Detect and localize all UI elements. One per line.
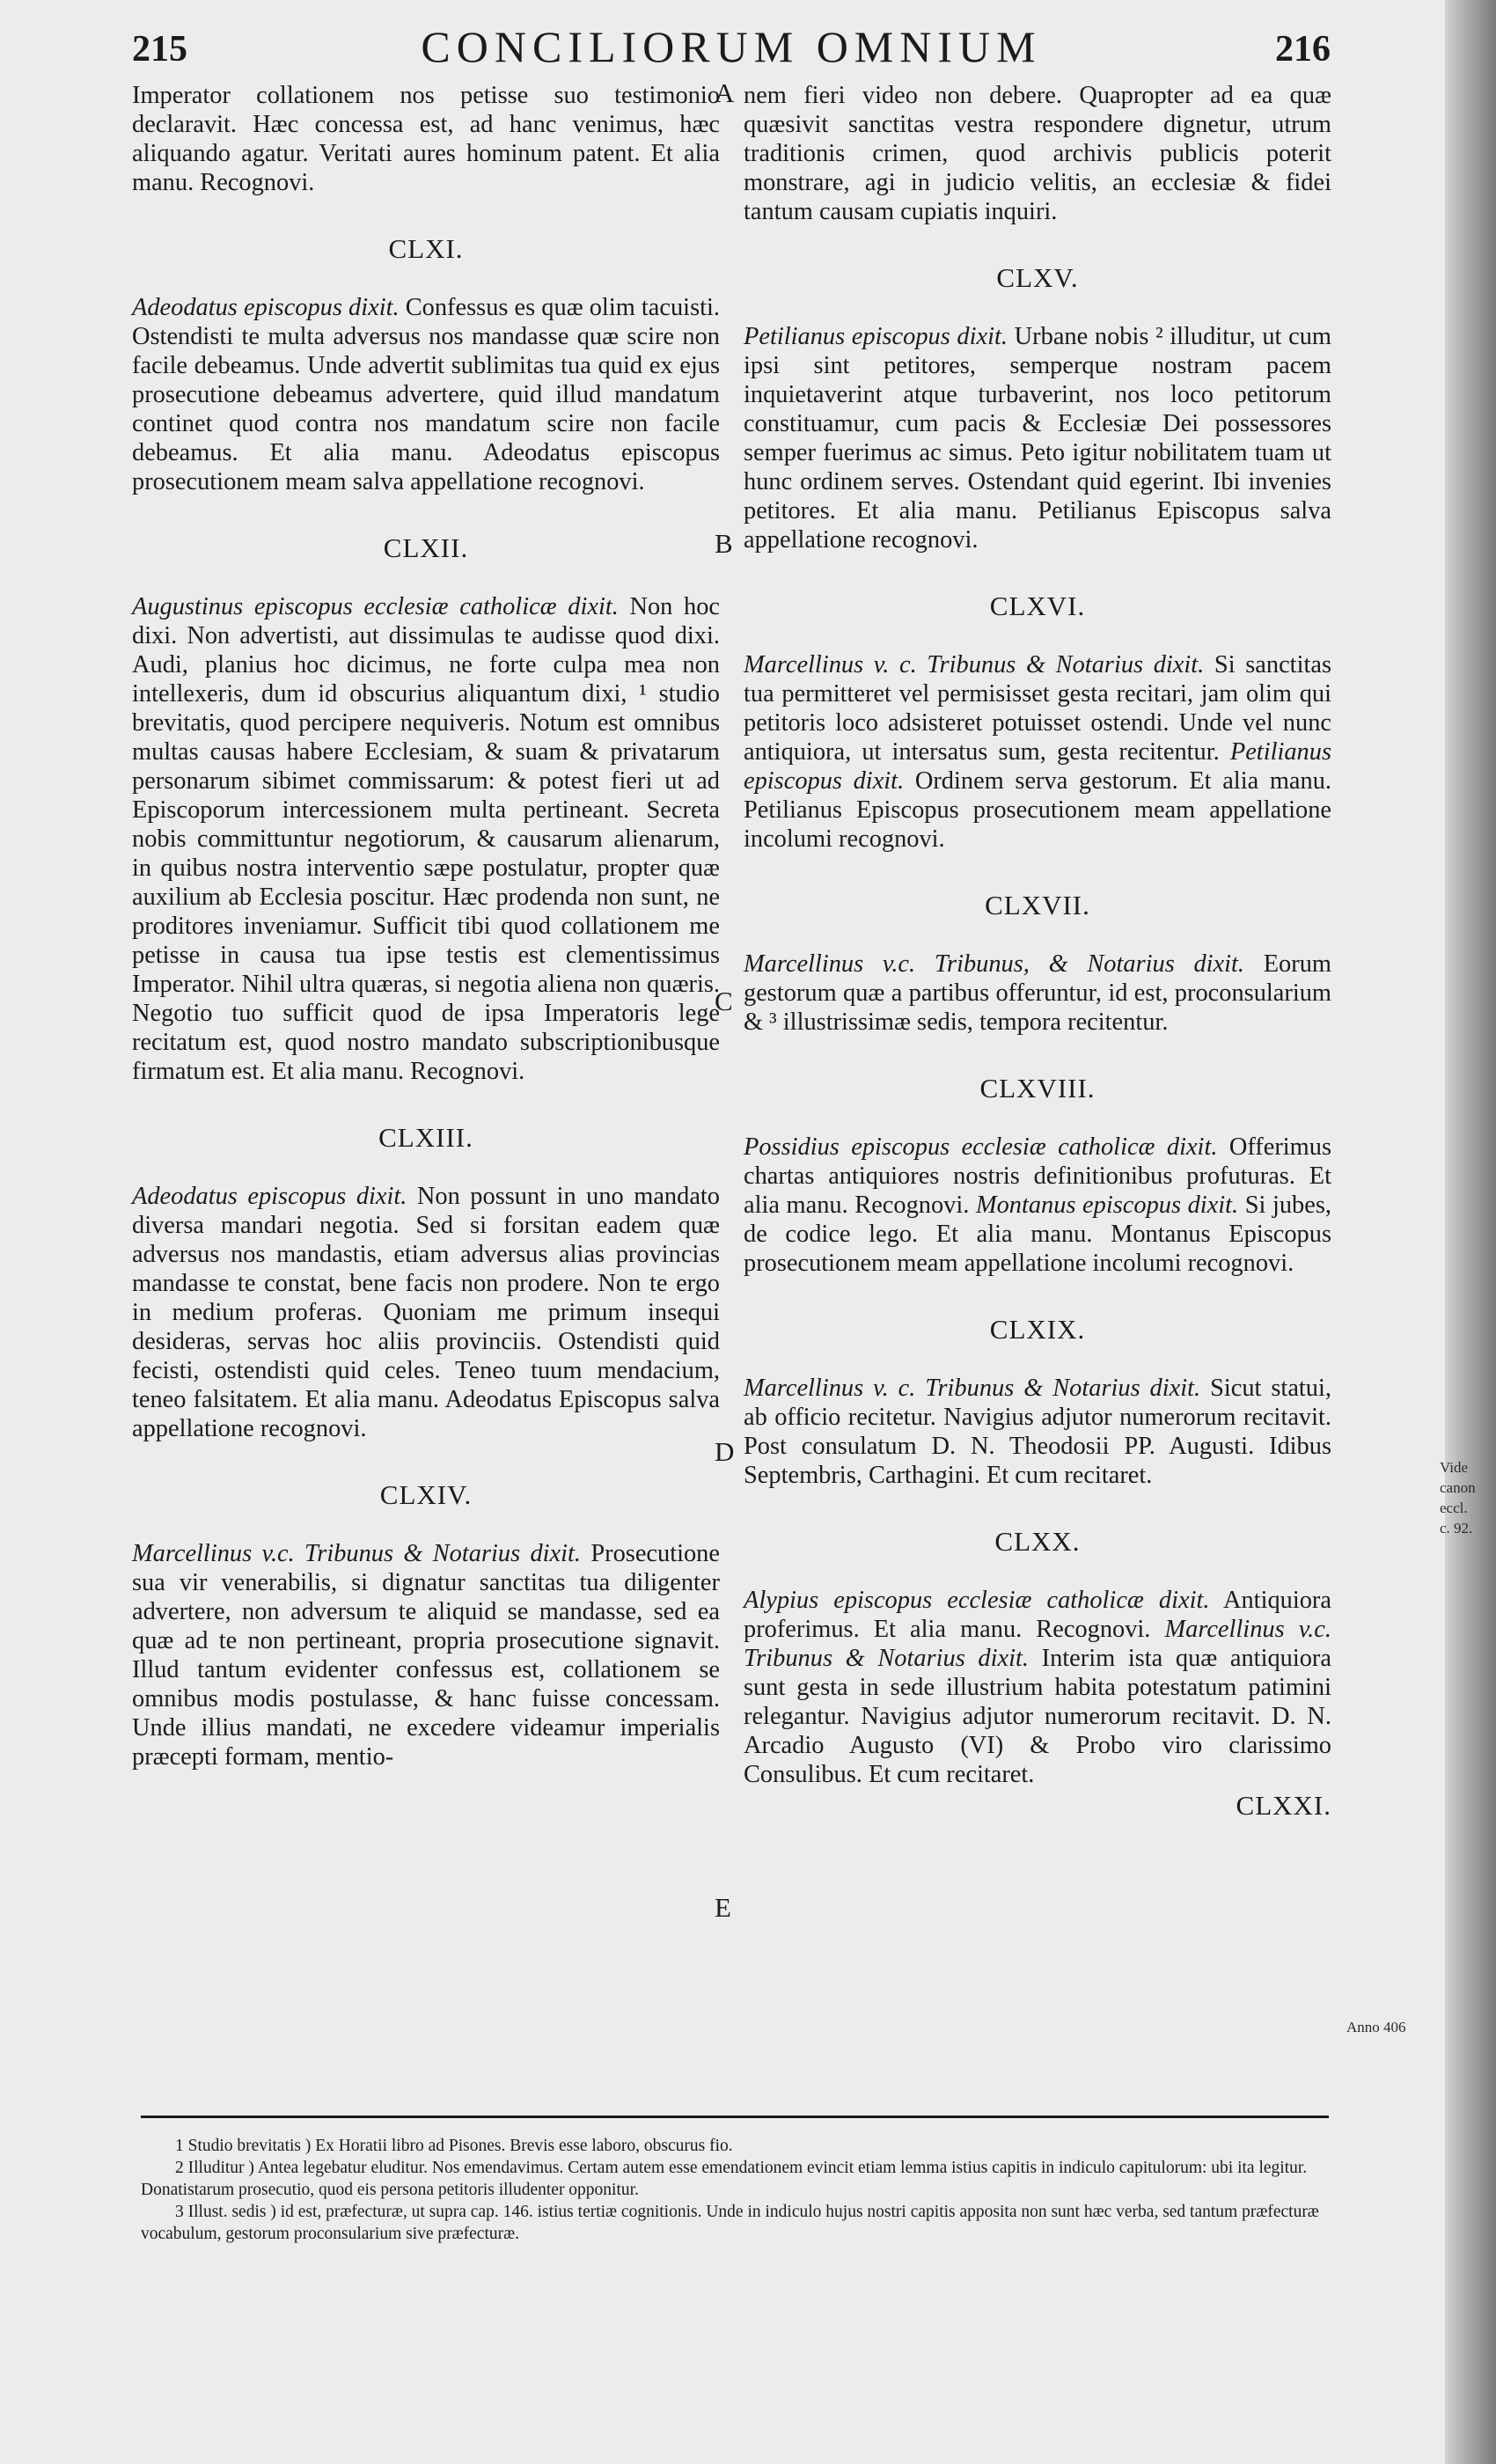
speaker-lead: Marcellinus v.c. Tribunus & Notarius dixit. [744,1616,1331,1672]
speaker-lead: Marcellinus v. c. Tribunus & Notarius dixit. [744,1375,1201,1402]
year-marginal-note: Anno 406 [1346,2019,1406,2035]
side-note-line: c. 92. [1440,1520,1473,1536]
left-column-intro: Imperator collationem nos petisse suo testimonio declaravit. Hæc concessa est, ad hanc venimus, hæc aliquando agatur. Veritati aures hominum patent. Et alia manu. Recognovi. [132,82,720,196]
speech-text: Eorum gestorum quæ a partibus offeruntur, id est, proconsularium & ³ illustrissimæ sedis, tempora recitentur. [744,950,1331,1036]
section-text-168 [744,1133,1331,1278]
book-gutter-shadow [1445,0,1496,2464]
speaker-lead: Marcellinus v. c. Tribunus & Notarius dixit. [744,651,1205,678]
section-heading-163: CLXIII. [378,1122,473,1153]
margin-letter-e: E [715,1892,731,1923]
section-heading-169: CLXIX. [989,1314,1086,1345]
speaker-lead: Montanus episcopus dixit. [975,1192,1239,1219]
speech-text: Urbane nobis ² illuditur, ut cum ipsi sint petitores, semperque nostram pacem inquietaverint atque turbaverint, nos loco petitorum constituamur, cum pacis & Ecclesiæ Dei possessores semper fuerimus ac simus. Peto igitur nobilitatem tuam ut hunc ordinem serves. Ostendant quid egerint. Ibi invenies petitores. Et alia manu. Petilianus Episcopus salva appellatione recognovi. [744,323,1331,554]
speaker-lead: Augustinus episcopus ecclesiæ catholicæ dixit. [132,593,619,620]
section-heading-161: CLXI. [388,233,464,264]
section-text-163 [132,1182,720,1443]
speech-text: Non hoc dixi. Non advertisti, aut dissimulas te audisse quod dixi. Audi, planius hoc dicimus, ne forte culpa mea non intellexeris, dum id obscurius aliquantum dixi, ¹ studio brevitatis, quod percipere nequiveris. Notum est omnibus multas causas habere Ecclesiam, & suam & privatarum personarum sibimet commissarum: & potest fieri ut ad Episcoporum intercessionem multa pertineant. Secreta nobis committuntur negotiorum, & causarum alienarum, in quibus nostra interventio sæpe postulatur, propter quæ auxilium ab Ecclesia poscitur. Hæc prodenda non sunt, ne proditores inveniamur. Sufficit tibi quod collationem me petisse in causa tua ipse testis est clementissimus Imperator. Nihil ultra quæras, si negotia aliena non quæris. Negotio tuo sufficit quod de ipsa Imperatoris lege recitatum est, quod nostro mandato subscriptionibusque firmatum est. Et alia manu. Recognovi. [132,593,720,1085]
margin-letter-a: A [715,77,735,108]
side-note [1440,1457,1476,1538]
section-heading-171: CLXXI. [1236,1790,1331,1821]
section-text-162 [132,592,720,1086]
running-header [132,19,1331,81]
speaker-lead: Marcellinus v.c. Tribunus, & Notarius dixit. [744,950,1245,978]
speaker-lead: Petilianus episcopus dixit. [744,323,1008,350]
speech-text: Si sanctitas tua permitteret vel permisisset gesta recitari, jam olim qui petitoris loco adsisteret potuisset ostendi. Unde vel nunc antiquiora, ut intersatus sum, gesta recitentur. [744,651,1331,766]
footnote-2: 2 Illuditur ) Antea legebatur eluditur. Nos emendavimus. Certam autem esse emendationem evincit etiam lemma istius capitis in indiculo capitulorum: ubi ita legitur. Donatistarum prosecutio, quod eis persona petitoris illudenter opponitur. [141,2159,1308,2199]
speaker-lead: Petilianus episcopus dixit. [744,738,1331,795]
section-text-164 [132,1539,720,1771]
footnotes [141,2135,1355,2245]
section-text-167 [744,950,1331,1037]
section-heading-162: CLXII. [383,532,469,563]
speech-text: Ordinem serva gestorum. Et alia manu. Petilianus Episcopus prosecutionem meam appellatione incolumi recognovi. [744,767,1331,853]
margin-letter-c: C [715,986,733,1016]
speech-text: Confessus es quæ olim tacuisti. Ostendisti te multa adversus nos mandasse quæ scire non facile debeamus. Unde advertit sublimitas tua quid ex ejus prosecutione debeamus advertere, quid illud mandatum continet quod contra nos mandatum scire non facile debeamus. Et alia manu. Adeodatus episcopus prosecutionem meam salva appellatione recognovi. [132,294,720,495]
footnote-3: 3 Illust. sedis ) id est, præfecturæ, ut supra cap. 146. istius tertiæ cognitionis. Unde in indiculo hujus nostri capitis apposita non sunt hæc verba, sed tantum præfecturæ vocabulum, gestorum proconsularium sive præfecturæ. [141,2203,1319,2243]
side-note-line: Vide [1440,1459,1469,1476]
side-note-line: eccl. [1440,1500,1468,1516]
speech-text: Non possunt in uno mandato diversa mandari negotia. Sed si forsitan eadem quæ adversus nos mandastis, etiam adversus alias provincias mandasse te constat, bene facis non prodere. Non te ergo in medium proferas. Quoniam me primum insequi desideras, servas hoc aliis provinciis. Ostendisti quid fecisti, ostendisti quid celes. Teneo tuum mendacium, teneo falsitatem. Et alia manu. Adeodatus Episcopus salva appellatione recognovi. [132,1183,721,1442]
left-column [132,81,720,1771]
speaker-lead: Possidius episcopus ecclesiæ catholicæ dixit. [744,1133,1218,1161]
side-note-line: canon [1440,1479,1476,1496]
margin-letter-d: D [715,1436,735,1467]
right-column [744,81,1331,1820]
speaker-lead: Marcellinus v.c. Tribunus & Notarius dixit. [132,1540,582,1567]
section-text-161 [132,293,720,496]
section-text-165 [744,322,1331,554]
running-title: CONCILIORUM OMNIUM [421,22,1042,71]
speaker-lead: Alypius episcopus ecclesiæ catholicæ dixit. [744,1587,1210,1614]
section-heading-170: CLXX. [994,1526,1081,1557]
speech-text: Offerimus chartas antiquiores nostris definitionibus profuturas. Et alia manu. Recognovi. [744,1133,1331,1219]
section-text-166 [744,650,1331,854]
section-heading-164: CLXIV. [379,1479,473,1510]
speech-text: Antiquiora proferimus. Et alia manu. Recognovi. [744,1587,1331,1643]
footnote-rule [141,2116,1329,2118]
footnote-1: 1 Studio brevitatis ) Ex Horatii libro ad Pisones. Brevis esse laboro, obscurus fio. [175,2137,733,2155]
speech-text: Si jubes, de codice lego. Et alia manu. Montanus Episcopus prosecutionem meam appellatione incolumi recognovi. [744,1192,1331,1277]
right-column-intro: nem fieri video non debere. Quapropter ad ea quæ quæsivit sanctitas vestra respondere dignetur, utrum traditionis crimen, quod archivis publicis poterit monstrare, agi in judicio velitis, an ecclesiæ & fidei tantum causam cupiatis inquiri. [744,82,1331,225]
speech-text: Interim ista quæ antiquiora sunt gesta in sede illustrium habita potestatum patimini relegantur. Navigius adjutor numerorum recitavit. D. N. Arcadio Augusto (VI) & Probo viro clarissimo Consulibus. Et cum recitaret. [744,1645,1331,1788]
speech-text: Sicut statui, ab officio recitetur. Navigius adjutor numerorum recitavit. Post consulatum D. N. Theodosii PP. Augusti. Idibus Septembris, Carthagini. Et cum recitaret. [744,1375,1331,1489]
speaker-lead: Adeodatus episcopus dixit. [132,294,400,321]
section-heading-166: CLXVI. [989,590,1086,621]
section-heading-165: CLXV. [996,262,1079,293]
left-page-number: 215 [132,29,187,70]
section-text-170 [744,1586,1331,1789]
margin-letter-b: B [715,528,733,559]
speaker-lead: Adeodatus episcopus dixit. [132,1183,407,1210]
section-text-169 [744,1374,1331,1490]
section-heading-168: CLXVIII. [979,1073,1096,1104]
speech-text: Prosecutione sua vir venerabilis, si dignatur sanctitas tua diligenter advertere, non adversum te aliquid se mandasse, sed ea quæ ad te non pertineant, propria prosecutione signavit. Illud tantum evidenter confessus est, collationem se omnibus modis postulasse, & hanc fuisse concessam. Unde illius mandati, ne excedere videamur imperialis præcepti formam, mentio- [132,1540,720,1771]
section-heading-167: CLXVII. [985,890,1090,920]
right-page-number: 216 [1275,29,1331,70]
